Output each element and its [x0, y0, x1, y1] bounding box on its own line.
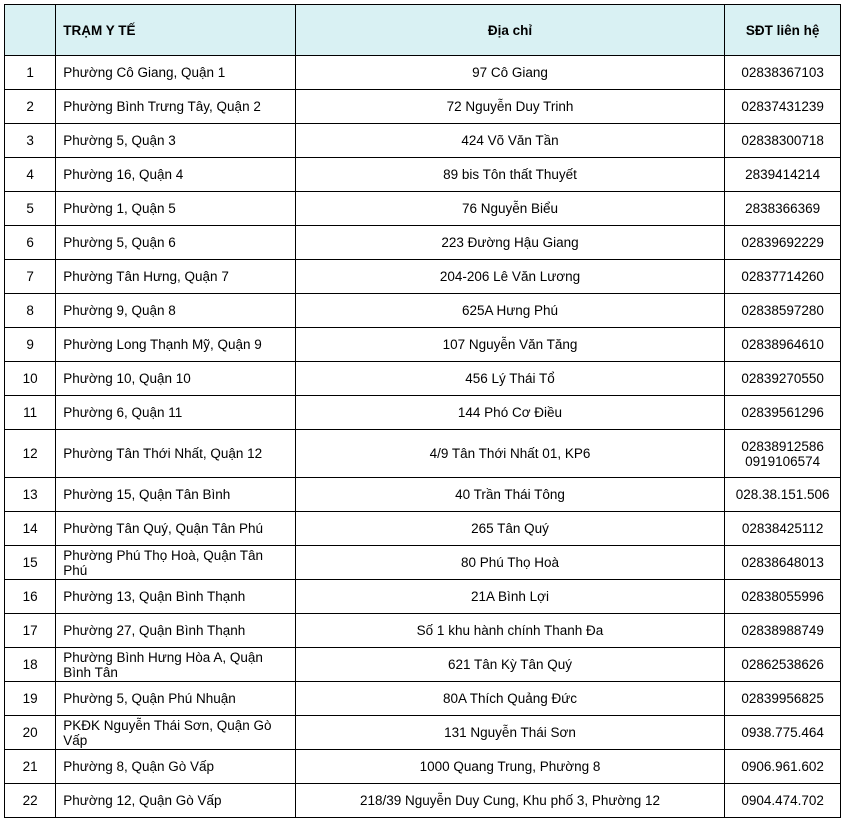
row-station-name: Phường 6, Quận 11: [56, 396, 295, 430]
row-phone-primary: 02838648013: [741, 555, 824, 570]
table-row: [5, 90, 841, 124]
table-row: [5, 294, 841, 328]
row-station-name: Phường Tân Quý, Quận Tân Phú: [56, 512, 295, 546]
header-address: Địa chỉ: [295, 5, 725, 56]
row-phone: [725, 430, 841, 478]
row-address: 1000 Quang Trung, Phường 8: [295, 750, 725, 784]
row-phone-primary: 02838988749: [741, 623, 824, 638]
row-address: 72 Nguyễn Duy Trinh: [295, 90, 725, 124]
row-station-name: Phường Long Thạnh Mỹ, Quận 9: [56, 328, 295, 362]
row-index: 14: [5, 512, 56, 546]
row-phone: [725, 648, 841, 682]
row-phone-primary: 02838300718: [741, 133, 824, 148]
health-station-table: [4, 4, 841, 818]
row-address: 89 bis Tôn thất Thuyết: [295, 158, 725, 192]
row-address: 107 Nguyễn Văn Tăng: [295, 328, 725, 362]
row-phone: [725, 478, 841, 512]
row-phone: [725, 784, 841, 818]
row-phone: [725, 124, 841, 158]
row-address: 424 Võ Văn Tần: [295, 124, 725, 158]
table-row: [5, 260, 841, 294]
row-phone: [725, 580, 841, 614]
row-phone: [725, 614, 841, 648]
row-phone: [725, 716, 841, 750]
row-phone-primary: 02838425112: [741, 521, 824, 536]
row-phone-primary: 2838366369: [745, 201, 821, 216]
row-address: 218/39 Nguyễn Duy Cung, Khu phố 3, Phường 12: [295, 784, 725, 818]
row-phone-primary: 0938.775.464: [741, 725, 824, 740]
row-phone: [725, 396, 841, 430]
row-address: 204-206 Lê Văn Lương: [295, 260, 725, 294]
row-phone-primary: 02839692229: [741, 235, 824, 250]
header-index: [5, 5, 56, 56]
row-address: 265 Tân Quý: [295, 512, 725, 546]
row-phone: [725, 546, 841, 580]
row-address: 80A Thích Quảng Đức: [295, 682, 725, 716]
row-station-name: Phường 16, Quận 4: [56, 158, 295, 192]
table-header-row: [5, 5, 841, 56]
row-station-name: Phường 5, Quận Phú Nhuận: [56, 682, 295, 716]
row-index: 7: [5, 260, 56, 294]
row-phone: [725, 362, 841, 396]
row-index: 11: [5, 396, 56, 430]
row-station-name: Phường 10, Quận 10: [56, 362, 295, 396]
row-index: 19: [5, 682, 56, 716]
row-phone: [725, 512, 841, 546]
row-phone-primary: 02839270550: [741, 371, 824, 386]
row-index: 2: [5, 90, 56, 124]
row-phone: [725, 328, 841, 362]
row-index: 5: [5, 192, 56, 226]
row-index: 18: [5, 648, 56, 682]
table-row: [5, 124, 841, 158]
table-row: [5, 546, 841, 580]
row-station-name: Phường 5, Quận 6: [56, 226, 295, 260]
header-phone: SĐT liên hệ: [725, 5, 841, 56]
row-address: 40 Trần Thái Tông: [295, 478, 725, 512]
row-address: 621 Tân Kỳ Tân Quý: [295, 648, 725, 682]
row-phone: [725, 294, 841, 328]
table-row: [5, 362, 841, 396]
row-phone: [725, 90, 841, 124]
row-station-name: Phường 9, Quận 8: [56, 294, 295, 328]
row-station-name: Phường 13, Quận Bình Thạnh: [56, 580, 295, 614]
row-station-name: Phường 8, Quận Gò Vấp: [56, 750, 295, 784]
row-index: 6: [5, 226, 56, 260]
row-phone-primary: 02838597280: [741, 303, 824, 318]
row-phone-primary: 02839561296: [741, 405, 824, 420]
table-row: [5, 682, 841, 716]
row-station-name: Phường Bình Trưng Tây, Quận 2: [56, 90, 295, 124]
table-row: [5, 784, 841, 818]
row-phone: [725, 56, 841, 90]
header-station: TRẠM Y TẾ: [56, 5, 295, 56]
row-index: 22: [5, 784, 56, 818]
table-row: [5, 512, 841, 546]
row-station-name: Phường Bình Hưng Hòa A, Quận Bình Tân: [56, 648, 295, 682]
row-phone-primary: 02839956825: [741, 691, 824, 706]
table-row: [5, 396, 841, 430]
row-phone-primary: 02837714260: [741, 269, 824, 284]
row-index: 4: [5, 158, 56, 192]
row-phone: [725, 226, 841, 260]
table-row: [5, 328, 841, 362]
table-body: [5, 56, 841, 818]
table-row: [5, 614, 841, 648]
row-station-name: Phường 5, Quận 3: [56, 124, 295, 158]
row-phone-primary: 2839414214: [745, 167, 821, 182]
row-index: 8: [5, 294, 56, 328]
row-address: 4/9 Tân Thới Nhất 01, KP6: [295, 430, 725, 478]
table-row: [5, 430, 841, 478]
row-address: 456 Lý Thái Tổ: [295, 362, 725, 396]
row-phone-secondary: 0919106574: [745, 453, 821, 469]
row-phone-primary: 028.38.151.506: [735, 487, 830, 502]
row-station-name: Phường Phú Thọ Hoà, Quận Tân Phú: [56, 546, 295, 580]
row-phone-primary: 02862538626: [741, 657, 824, 672]
row-address: Số 1 khu hành chính Thanh Đa: [295, 614, 725, 648]
row-station-name: Phường Tân Thới Nhất, Quận 12: [56, 430, 295, 478]
row-phone-primary: 02838912586: [741, 438, 824, 454]
table-row: [5, 580, 841, 614]
row-station-name: Phường 15, Quận Tân Bình: [56, 478, 295, 512]
row-index: 9: [5, 328, 56, 362]
row-station-name: PKĐK Nguyễn Thái Sơn, Quận Gò Vấp: [56, 716, 295, 750]
row-station-name: Phường Tân Hưng, Quận 7: [56, 260, 295, 294]
row-index: 13: [5, 478, 56, 512]
row-phone-primary: 02838055996: [741, 589, 824, 604]
row-index: 10: [5, 362, 56, 396]
row-station-name: Phường 27, Quận Bình Thạnh: [56, 614, 295, 648]
row-phone-primary: 0904.474.702: [741, 793, 824, 808]
row-index: 21: [5, 750, 56, 784]
row-phone-primary: 02838367103: [741, 65, 824, 80]
row-station-name: Phường Cô Giang, Quận 1: [56, 56, 295, 90]
row-address: 21A Bình Lợi: [295, 580, 725, 614]
row-address: 223 Đường Hậu Giang: [295, 226, 725, 260]
row-phone: [725, 750, 841, 784]
row-address: 131 Nguyễn Thái Sơn: [295, 716, 725, 750]
row-address: 144 Phó Cơ Điều: [295, 396, 725, 430]
row-phone: [725, 158, 841, 192]
row-phone: [725, 192, 841, 226]
row-phone-primary: 02838964610: [741, 337, 824, 352]
row-station-name: Phường 1, Quận 5: [56, 192, 295, 226]
table-row: [5, 158, 841, 192]
row-address: 80 Phú Thọ Hoà: [295, 546, 725, 580]
row-index: 3: [5, 124, 56, 158]
table-row: [5, 716, 841, 750]
row-index: 16: [5, 580, 56, 614]
table-row: [5, 750, 841, 784]
table-row: [5, 648, 841, 682]
row-address: 625A Hưng Phú: [295, 294, 725, 328]
row-address: 97 Cô Giang: [295, 56, 725, 90]
row-phone: [725, 260, 841, 294]
row-phone-primary: 02837431239: [741, 99, 824, 114]
row-index: 17: [5, 614, 56, 648]
table-row: [5, 226, 841, 260]
row-station-name: Phường 12, Quận Gò Vấp: [56, 784, 295, 818]
row-phone: [725, 682, 841, 716]
row-index: 12: [5, 430, 56, 478]
table-row: [5, 56, 841, 90]
row-index: 20: [5, 716, 56, 750]
row-address: 76 Nguyễn Biểu: [295, 192, 725, 226]
table-row: [5, 192, 841, 226]
row-index: 1: [5, 56, 56, 90]
row-index: 15: [5, 546, 56, 580]
row-phone-primary: 0906.961.602: [741, 759, 824, 774]
table-row: [5, 478, 841, 512]
